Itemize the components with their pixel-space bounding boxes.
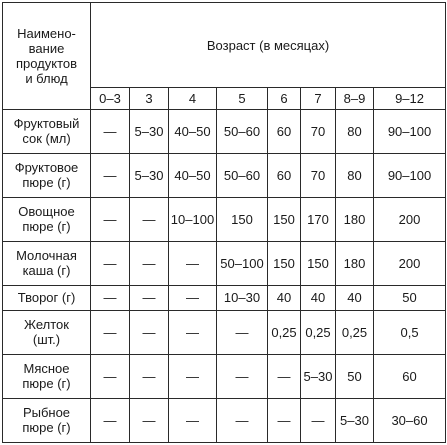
amount-cell: 90–100 xyxy=(374,153,446,197)
amount-cell: — xyxy=(130,241,169,285)
age-column-header: 6 xyxy=(268,88,301,110)
feeding-table xyxy=(2,2,446,443)
amount-cell: — xyxy=(130,310,169,354)
amount-cell: — xyxy=(301,398,336,442)
product-name xyxy=(3,241,91,285)
amount-cell: — xyxy=(169,241,217,285)
product-name-line: Творог (г) xyxy=(17,290,76,306)
product-header-line: вание xyxy=(28,40,65,56)
header-row-group xyxy=(3,3,446,88)
amount-cell: 40 xyxy=(336,286,374,311)
amount-cell: 0,25 xyxy=(268,310,301,354)
amount-cell: 150 xyxy=(268,197,301,241)
amount-cell: 70 xyxy=(301,153,336,197)
age-column-header: 8–9 xyxy=(336,88,374,110)
amount-cell: 60 xyxy=(374,354,446,398)
amount-cell: 60 xyxy=(268,153,301,197)
amount-cell: 40 xyxy=(301,286,336,311)
amount-cell: 40 xyxy=(268,286,301,311)
amount-cell: 60 xyxy=(268,109,301,153)
product-column-header xyxy=(3,3,91,110)
amount-cell: — xyxy=(91,398,130,442)
product-name xyxy=(3,286,91,311)
amount-cell: — xyxy=(91,286,130,311)
amount-cell: 180 xyxy=(336,197,374,241)
amount-cell: 50 xyxy=(374,286,446,311)
product-name xyxy=(3,197,91,241)
age-column-header: 3 xyxy=(130,88,169,110)
amount-cell: 50 xyxy=(336,354,374,398)
amount-cell: — xyxy=(268,398,301,442)
product-name xyxy=(3,354,91,398)
amount-cell: 180 xyxy=(336,241,374,285)
amount-cell: 40–50 xyxy=(169,109,217,153)
amount-cell: 50–100 xyxy=(217,241,268,285)
table-row xyxy=(3,197,446,241)
table-row xyxy=(3,286,446,311)
amount-cell: 5–30 xyxy=(336,398,374,442)
amount-cell: — xyxy=(91,310,130,354)
product-name-line: Рыбное xyxy=(22,405,71,421)
amount-cell: — xyxy=(91,241,130,285)
amount-cell: 10–100 xyxy=(169,197,217,241)
amount-cell: 150 xyxy=(268,241,301,285)
amount-cell: — xyxy=(169,398,217,442)
amount-cell: — xyxy=(217,354,268,398)
product-name-line: Мясное xyxy=(23,361,70,377)
amount-cell: — xyxy=(91,197,130,241)
amount-cell: 70 xyxy=(301,109,336,153)
amount-cell: — xyxy=(130,398,169,442)
amount-cell: 150 xyxy=(217,197,268,241)
amount-cell: — xyxy=(217,398,268,442)
amount-cell: 30–60 xyxy=(374,398,446,442)
amount-cell: 80 xyxy=(336,153,374,197)
amount-cell: 40–50 xyxy=(169,153,217,197)
table-row xyxy=(3,153,446,197)
amount-cell: — xyxy=(169,354,217,398)
amount-cell: 80 xyxy=(336,109,374,153)
amount-cell: — xyxy=(268,354,301,398)
product-name-line: пюре (г) xyxy=(22,219,71,235)
amount-cell: — xyxy=(91,109,130,153)
product-name-line: Овощное xyxy=(18,204,75,220)
age-column-header: 4 xyxy=(169,88,217,110)
product-name-line: Желток xyxy=(24,317,69,333)
product-name-line: пюре (г) xyxy=(22,420,71,436)
age-column-header: 9–12 xyxy=(374,88,446,110)
amount-cell: 5–30 xyxy=(301,354,336,398)
amount-cell: — xyxy=(130,354,169,398)
product-name-line: Фруктовое xyxy=(14,160,79,176)
product-name xyxy=(3,153,91,197)
age-group-header: Возраст (в месяцах) xyxy=(91,3,446,88)
product-name xyxy=(3,109,91,153)
amount-cell: — xyxy=(217,310,268,354)
amount-cell: — xyxy=(91,354,130,398)
amount-cell: 90–100 xyxy=(374,109,446,153)
product-name-line: каша (г) xyxy=(22,263,71,279)
amount-cell: — xyxy=(130,286,169,311)
amount-cell: 10–30 xyxy=(217,286,268,311)
amount-cell: 170 xyxy=(301,197,336,241)
product-header-line: и блюд xyxy=(25,70,68,86)
product-name-line: Молочная xyxy=(16,248,77,264)
amount-cell: — xyxy=(91,153,130,197)
age-column-header: 5 xyxy=(217,88,268,110)
amount-cell: 200 xyxy=(374,241,446,285)
amount-cell: 50–60 xyxy=(217,109,268,153)
amount-cell: 5–30 xyxy=(130,153,169,197)
amount-cell: 0,25 xyxy=(336,310,374,354)
product-name xyxy=(3,398,91,442)
amount-cell: — xyxy=(130,197,169,241)
amount-cell: 5–30 xyxy=(130,109,169,153)
table-row xyxy=(3,241,446,285)
amount-cell: 150 xyxy=(301,241,336,285)
product-name xyxy=(3,310,91,354)
product-header-line: Наимено- xyxy=(17,25,76,41)
age-column-header: 0–3 xyxy=(91,88,130,110)
amount-cell: 0,25 xyxy=(301,310,336,354)
table-row xyxy=(3,398,446,442)
amount-cell: 50–60 xyxy=(217,153,268,197)
age-column-header: 7 xyxy=(301,88,336,110)
product-header-line: продуктов xyxy=(15,55,78,71)
table-row xyxy=(3,310,446,354)
amount-cell: 200 xyxy=(374,197,446,241)
product-name-line: пюре (г) xyxy=(22,376,71,392)
amount-cell: — xyxy=(169,286,217,311)
product-name-line: Фруктовый xyxy=(13,116,80,132)
table-row xyxy=(3,354,446,398)
product-name-line: пюре (г) xyxy=(22,175,71,191)
amount-cell: — xyxy=(169,310,217,354)
amount-cell: 0,5 xyxy=(374,310,446,354)
product-name-line: сок (мл) xyxy=(22,131,71,147)
table-row xyxy=(3,109,446,153)
product-name-line: (шт.) xyxy=(32,332,61,348)
